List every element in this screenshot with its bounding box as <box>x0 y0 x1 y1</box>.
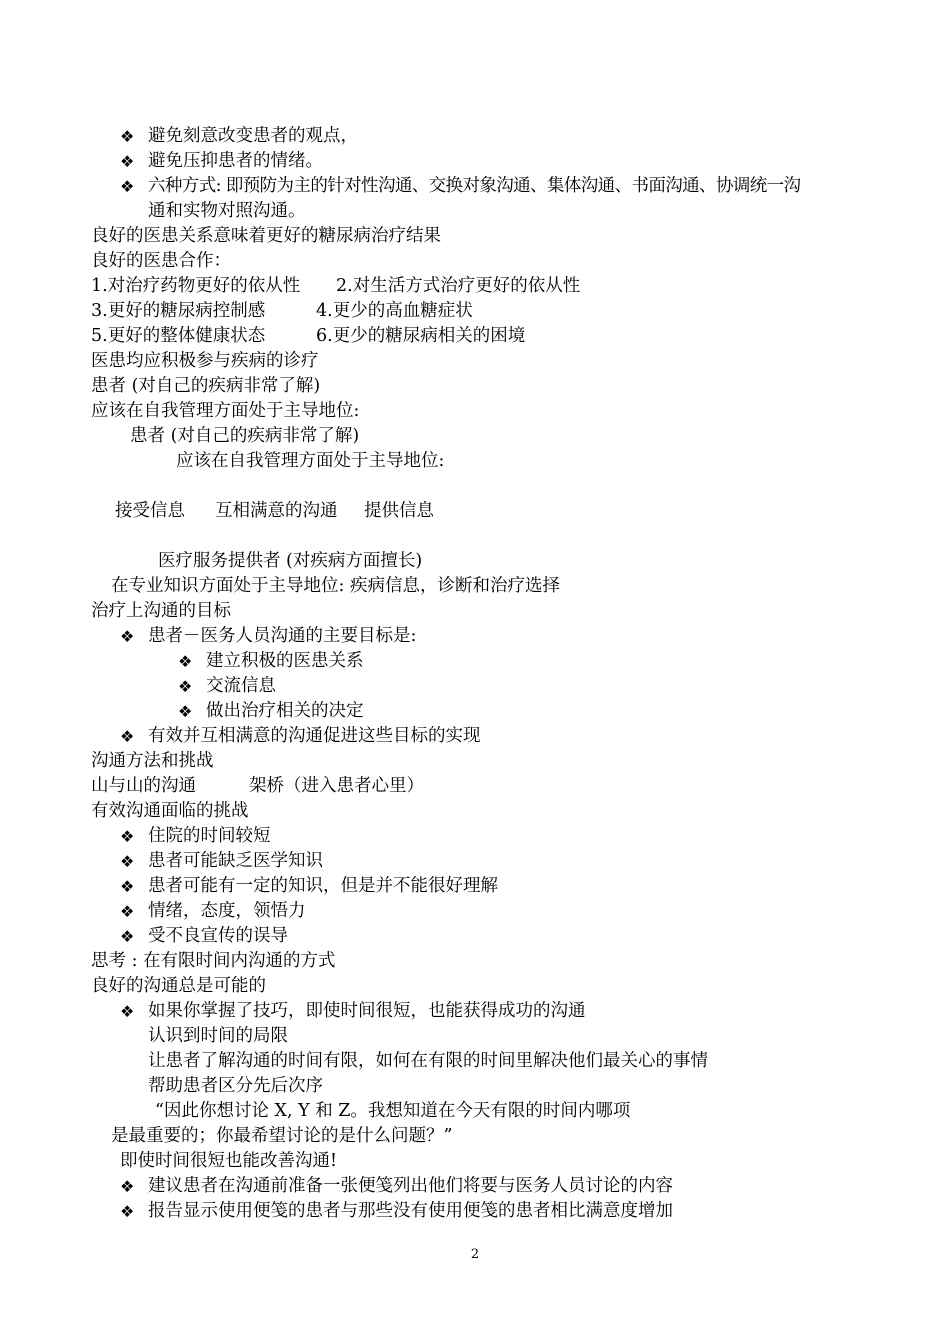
bullet-icon: ❖ <box>120 902 135 921</box>
text-line: 患者可能缺乏医学知识 <box>148 851 323 871</box>
heading-line: 思考 : 在有限时间内沟通的方式 <box>91 951 336 971</box>
bullet-icon: ❖ <box>120 827 135 846</box>
text-line: 有效并互相满意的沟通促进这些目标的实现 <box>148 726 481 746</box>
heading-line: 良好的医患合作： <box>91 251 231 271</box>
text-line: 患者 (对自己的疾病非常了解) <box>91 376 321 396</box>
diagram-label: 提供信息 <box>364 501 434 521</box>
diagram-label: 互相满意的沟通 <box>215 501 338 521</box>
bullet-icon: ❖ <box>120 1177 135 1196</box>
bullet-icon: ❖ <box>120 127 135 146</box>
list-item: 2.对生活方式治疗更好的依从性 <box>336 276 581 296</box>
bullet-icon: ❖ <box>120 877 135 896</box>
bullet-icon: ❖ <box>120 727 135 746</box>
text-line: 如果你掌握了技巧，即使时间很短，也能获得成功的沟通 <box>148 1001 586 1021</box>
bullet-icon: ❖ <box>120 152 135 171</box>
list-item: 5.更好的整体健康状态 <box>91 326 266 346</box>
text-line: 住院的时间较短 <box>148 826 271 846</box>
heading-line: 良好的医患关系意味着更好的糖尿病治疗结果 <box>91 226 441 246</box>
text-line: 做出治疗相关的决定 <box>206 701 364 721</box>
text-line: 医患均应积极参与疾病的诊疗 <box>91 351 319 371</box>
text-line: 在专业知识方面处于主导地位: 疾病信息，诊断和治疗选择 <box>111 576 560 596</box>
heading-line: 治疗上沟通的目标 <box>91 601 231 621</box>
heading-line: 有效沟通面临的挑战 <box>91 801 249 821</box>
heading-line: 良好的沟通总是可能的 <box>91 976 266 996</box>
text-line: 山与山的沟通 <box>91 776 196 796</box>
text-line: 六种方式: 即预防为主的针对性沟通、交换对象沟通、集体沟通、书面沟通、协调统一沟 <box>148 176 801 196</box>
text-line: 即使时间很短也能改善沟通! <box>120 1151 338 1171</box>
text-line: 避免压抑患者的情绪。 <box>148 151 323 171</box>
bullet-icon: ❖ <box>178 652 193 671</box>
text-line: 建议患者在沟通前准备一张便笺列出他们将要与医务人员讨论的内容 <box>148 1176 673 1196</box>
list-item: 1.对治疗药物更好的依从性 <box>91 276 301 296</box>
bullet-icon: ❖ <box>178 702 193 721</box>
bullet-icon: ❖ <box>120 1002 135 1021</box>
diagram-label: 接受信息 <box>115 501 185 521</box>
bullet-icon: ❖ <box>120 852 135 871</box>
text-line: 架桥（进入患者心里） <box>249 776 424 796</box>
bullet-icon: ❖ <box>120 927 135 946</box>
text-line: 认识到时间的局限 <box>148 1026 288 1046</box>
text-line: 通和实物对照沟通。 <box>148 201 306 221</box>
bullet-icon: ❖ <box>120 627 135 646</box>
heading-line: 沟通方法和挑战 <box>91 751 214 771</box>
text-line: 帮助患者区分先后次序 <box>148 1076 323 1096</box>
list-item: 4.更少的高血糖症状 <box>316 301 473 321</box>
list-item: 6.更少的糖尿病相关的困境 <box>316 326 526 346</box>
quote-line: 是最重要的；你最希望讨论的是什么问题？” <box>111 1126 453 1146</box>
text-line: 医疗服务提供者 (对疾病方面擅长) <box>158 551 423 571</box>
bullet-icon: ❖ <box>120 1202 135 1221</box>
text-line: 报告显示使用便笺的患者与那些没有使用便笺的患者相比满意度增加 <box>148 1201 673 1221</box>
text-line: 应该在自我管理方面处于主导地位: <box>91 401 360 421</box>
page-number: 2 <box>470 1247 480 1262</box>
text-line: 患者－医务人员沟通的主要目标是: <box>148 626 417 646</box>
text-line: 建立积极的医患关系 <box>206 651 364 671</box>
text-line: 情绪，态度，领悟力 <box>148 901 306 921</box>
text-line: 避免刻意改变患者的观点， <box>148 126 358 146</box>
quote-line: “因此你想讨论 X, Y 和 Z。我想知道在今天有限的时间内哪项 <box>155 1101 631 1121</box>
text-line: 让患者了解沟通的时间有限，如何在有限的时间里解决他们最关心的事情 <box>148 1051 708 1071</box>
text-line: 受不良宣传的误导 <box>148 926 288 946</box>
text-line: 交流信息 <box>206 676 276 696</box>
list-item: 3.更好的糖尿病控制感 <box>91 301 266 321</box>
text-line: 患者可能有一定的知识，但是并不能很好理解 <box>148 876 498 896</box>
bullet-icon: ❖ <box>120 177 135 196</box>
bullet-icon: ❖ <box>178 677 193 696</box>
text-line: 应该在自我管理方面处于主导地位: <box>176 451 445 471</box>
text-line: 患者 (对自己的疾病非常了解) <box>130 426 360 446</box>
